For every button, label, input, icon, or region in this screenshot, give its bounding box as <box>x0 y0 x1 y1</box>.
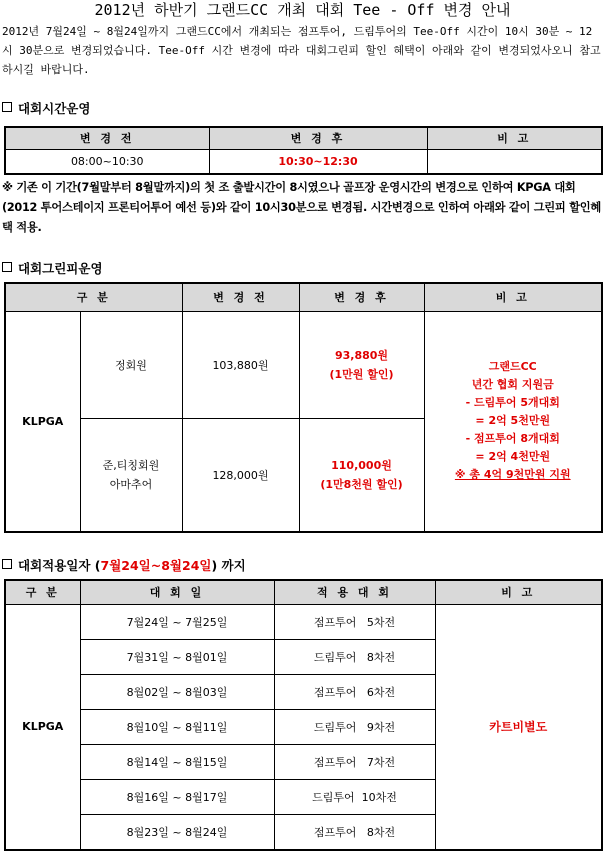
note-total: ※ 총 4억 9천만원 지원 <box>454 468 571 482</box>
schedule-event: 드림투어 10차전 <box>274 779 435 814</box>
header-before: 변 경 전 <box>182 283 299 311</box>
schedule-event: 점프투어 8차전 <box>274 814 435 850</box>
fee-before-associate: 128,000원 <box>182 418 299 532</box>
header-dates: 대 회 일 <box>80 580 274 604</box>
fee-after-value: 93,880원 <box>334 348 389 362</box>
header-before: 변 경 전 <box>5 127 209 149</box>
time-after: 10:30~12:30 <box>209 149 427 174</box>
header-after: 변 경 후 <box>299 283 424 311</box>
square-bullet-icon <box>2 262 12 272</box>
note-line: = 2억 5천만원 <box>475 414 551 428</box>
schedule-table <box>4 579 603 851</box>
schedule-note: 카트비별도 <box>435 604 602 850</box>
section-greenfee-heading <box>2 259 103 277</box>
time-table <box>4 126 603 175</box>
schedule-dates: 8월14일 ~ 8월15일 <box>80 744 274 779</box>
schedule-dates: 7월31일 ~ 8월01일 <box>80 639 274 674</box>
header-category: 구 분 <box>5 283 182 311</box>
note-line: 년간 협회 지원금 <box>471 378 554 392</box>
fee-after-discount: (1만원 할인) <box>329 367 394 381</box>
section-time-heading <box>2 99 90 117</box>
schedule-event: 점프투어 7차전 <box>274 744 435 779</box>
header-note: 비 고 <box>424 283 602 311</box>
group-klpga: KLPGA <box>5 311 80 532</box>
square-bullet-icon <box>2 559 12 569</box>
greenfee-note <box>424 311 602 532</box>
intro-paragraph: 2012년 7월24일 ~ 8월24일까지 그랜드CC에서 개최되는 점프투어, 드림투어의 Tee-Off 시간이 10시 30분 ~ 12시 30분으로 변경되었습니다. Tee-Off 시간 변경에 따라 대회그린피 할인 혜택이 아래와 같이 변경되었사오니 참고하시길 바랍니다. <box>2 25 601 76</box>
section-dates-title-a: 대회적용일자 ( <box>18 558 101 573</box>
schedule-event: 점프투어 5차전 <box>274 604 435 639</box>
header-event: 적 용 대 회 <box>274 580 435 604</box>
schedule-dates: 8월16일 ~ 8월17일 <box>80 779 274 814</box>
schedule-event: 드림투어 9차전 <box>274 709 435 744</box>
category-line: 준,티칭회원 <box>102 458 160 472</box>
section-time-title: 대회시간운영 <box>18 101 91 116</box>
time-change-note: ※ 기존 이 기간(7월말부터 8월말까지)의 첫 조 출발시간이 8시였으나 골프장 운영시간의 변경으로 인하여 KPGA 대회(2012 투어스테이지 프론티어투어 예선 등)와 같이 10시30분으로 변경됨. 시간변경으로 인하여 아래와 같이 그린피 할인혜택 적용. <box>2 181 602 234</box>
group-klpga: KLPGA <box>5 604 80 850</box>
category-line: 아마추어 <box>109 477 153 491</box>
header-after: 변 경 후 <box>209 127 427 149</box>
note-line: - 점프투어 8개대회 <box>465 432 560 446</box>
schedule-dates: 8월02일 ~ 8월03일 <box>80 674 274 709</box>
section-dates-heading <box>2 556 246 574</box>
section-dates-title-b: ) 까지 <box>211 558 246 573</box>
fee-before-regular: 103,880원 <box>182 311 299 418</box>
page-title: 2012년 하반기 그랜드CC 개최 대회 Tee - Off 변경 안내 <box>94 1 511 19</box>
fee-after-discount: (1만8천원 할인) <box>320 477 403 491</box>
note-line: 그랜드CC <box>488 360 537 374</box>
note-line: - 드림투어 5개대회 <box>465 396 560 410</box>
section-dates-range: 7월24일~8월24일 <box>100 558 212 573</box>
square-bullet-icon <box>2 102 12 112</box>
header-category: 구 분 <box>5 580 80 604</box>
schedule-dates: 8월23일 ~ 8월24일 <box>80 814 274 850</box>
header-note: 비 고 <box>435 580 602 604</box>
fee-after-value: 110,000원 <box>331 458 392 472</box>
fee-after-regular <box>299 311 424 418</box>
time-before: 08:00~10:30 <box>5 149 209 174</box>
note-line: = 2억 4천만원 <box>475 450 551 464</box>
time-note <box>427 149 602 174</box>
category-regular: 정회원 <box>80 311 182 418</box>
section-greenfee-title: 대회그린피운영 <box>18 261 103 276</box>
schedule-event: 점프투어 6차전 <box>274 674 435 709</box>
header-note: 비 고 <box>427 127 602 149</box>
greenfee-table <box>4 282 603 533</box>
schedule-dates: 8월10일 ~ 8월11일 <box>80 709 274 744</box>
schedule-event: 드림투어 8차전 <box>274 639 435 674</box>
category-associate <box>80 418 182 532</box>
schedule-dates: 7월24일 ~ 7월25일 <box>80 604 274 639</box>
fee-after-associate <box>299 418 424 532</box>
